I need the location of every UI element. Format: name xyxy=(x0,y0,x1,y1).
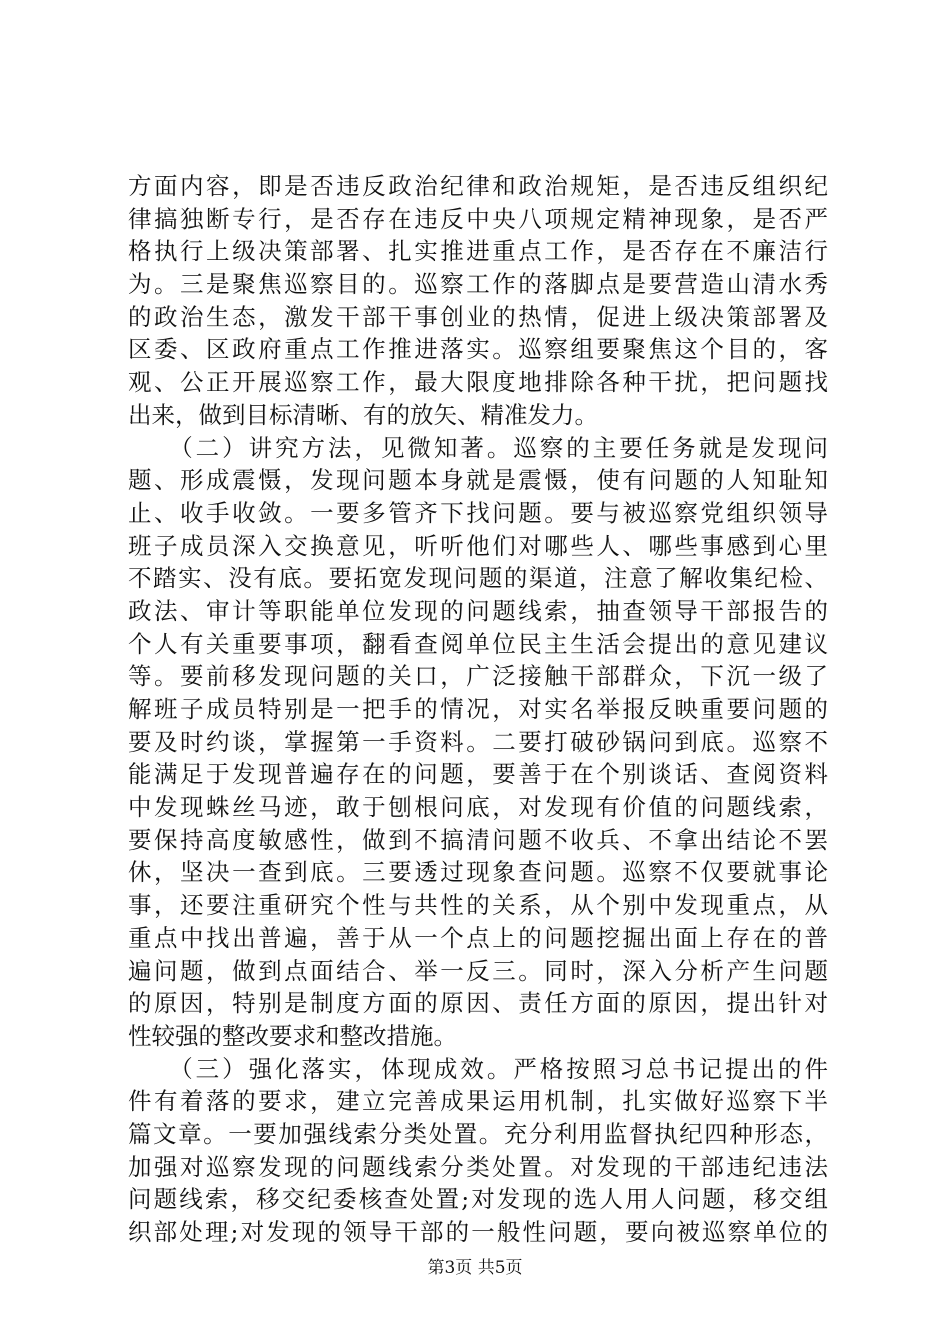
document-body xyxy=(128,170,828,1249)
text-line: 织部处理;对发现的领导干部的一般性问题，要向被巡察单位的 xyxy=(128,1218,828,1246)
text-line: 性较强的整改要求和整改措施。 xyxy=(128,1021,457,1050)
text-line: 律搞独断专行，是否存在违反中央八项规定精神现象，是否严 xyxy=(128,204,828,233)
text-line: 等。要前移发现问题的关口，广泛接触干部群众，下沉一级了 xyxy=(128,662,828,691)
text-line: （二）讲究方法，见微知著。巡察的主要任务就是发现问 xyxy=(128,433,828,462)
text-line: 的原因，特别是制度方面的原因、责任方面的原因，提出针对 xyxy=(128,989,828,1018)
text-line: 观、公正开展巡察工作，最大限度地排除各种干扰，把问题找 xyxy=(128,368,828,397)
text-line: 件有着落的要求，建立完善成果运用机制，扎实做好巡察下半 xyxy=(128,1087,828,1116)
text-line: 问题线索，移交纪委核查处置;对发现的选人用人问题，移交组 xyxy=(128,1185,828,1214)
text-line: 篇文章。一要加强线索分类处置。充分利用监督执纪四种形态， xyxy=(128,1119,828,1148)
text-line: 遍问题，做到点面结合、举一反三。同时，深入分析产生问题 xyxy=(128,956,828,985)
text-line: 休，坚决一查到底。三要透过现象查问题。巡察不仅要就事论 xyxy=(128,858,828,887)
text-line: 为。三是聚焦巡察目的。巡察工作的落脚点是要营造山清水秀 xyxy=(128,270,828,299)
text-line: 出来，做到目标清晰、有的放矢、精准发力。 xyxy=(128,400,598,429)
text-line: 止、收手收敛。一要多管齐下找问题。要与被巡察党组织领导 xyxy=(128,498,828,527)
text-line: 加强对巡察发现的问题线索分类处置。对发现的干部违纪违法 xyxy=(128,1152,828,1181)
text-line: 事，还要注重研究个性与共性的关系，从个别中发现重点，从 xyxy=(128,891,828,920)
text-line: 不踏实、没有底。要拓宽发现问题的渠道，注意了解收集纪检、 xyxy=(128,564,828,593)
text-line: 班子成员深入交换意见，听听他们对哪些人、哪些事感到心里 xyxy=(128,531,828,560)
text-line: 能满足于发现普遍存在的问题，要善于在个别谈话、查阅资料 xyxy=(128,760,828,789)
text-line: 方面内容，即是否违反政治纪律和政治规矩，是否违反组织纪 xyxy=(128,172,828,200)
text-line: 的政治生态，激发干部干事创业的热情，促进上级决策部署及 xyxy=(128,302,828,331)
text-line: 个人有关重要事项，翻看查阅单位民主生活会提出的意见建议 xyxy=(128,629,828,658)
text-line: 格执行上级决策部署、扎实推进重点工作，是否存在不廉洁行 xyxy=(128,237,828,266)
text-line: 要及时约谈，掌握第一手资料。二要打破砂锅问到底。巡察不 xyxy=(128,727,828,756)
text-line: 政法、审计等职能单位发现的问题线索，抽查领导干部报告的 xyxy=(128,596,828,625)
text-line: 要保持高度敏感性，做到不搞清问题不收兵、不拿出结论不罢 xyxy=(128,825,828,854)
page-footer: 第3页 共5页 xyxy=(427,1258,523,1278)
text-line: 重点中找出普遍，善于从一个点上的问题挖掘出面上存在的普 xyxy=(128,923,828,952)
text-line: 解班子成员特别是一把手的情况，对实名举报反映重要问题的 xyxy=(128,695,828,723)
text-line: 题、形成震慑，发现问题本身就是震慑，使有问题的人知耻知 xyxy=(128,466,828,495)
text-line: 中发现蛛丝马迹，敢于刨根问底，对发现有价值的问题线索， xyxy=(128,793,828,822)
text-line: 区委、区政府重点工作推进落实。巡察组要聚焦这个目的，客 xyxy=(128,335,828,364)
text-line: （三）强化落实，体现成效。严格按照习总书记提出的件 xyxy=(128,1054,828,1083)
